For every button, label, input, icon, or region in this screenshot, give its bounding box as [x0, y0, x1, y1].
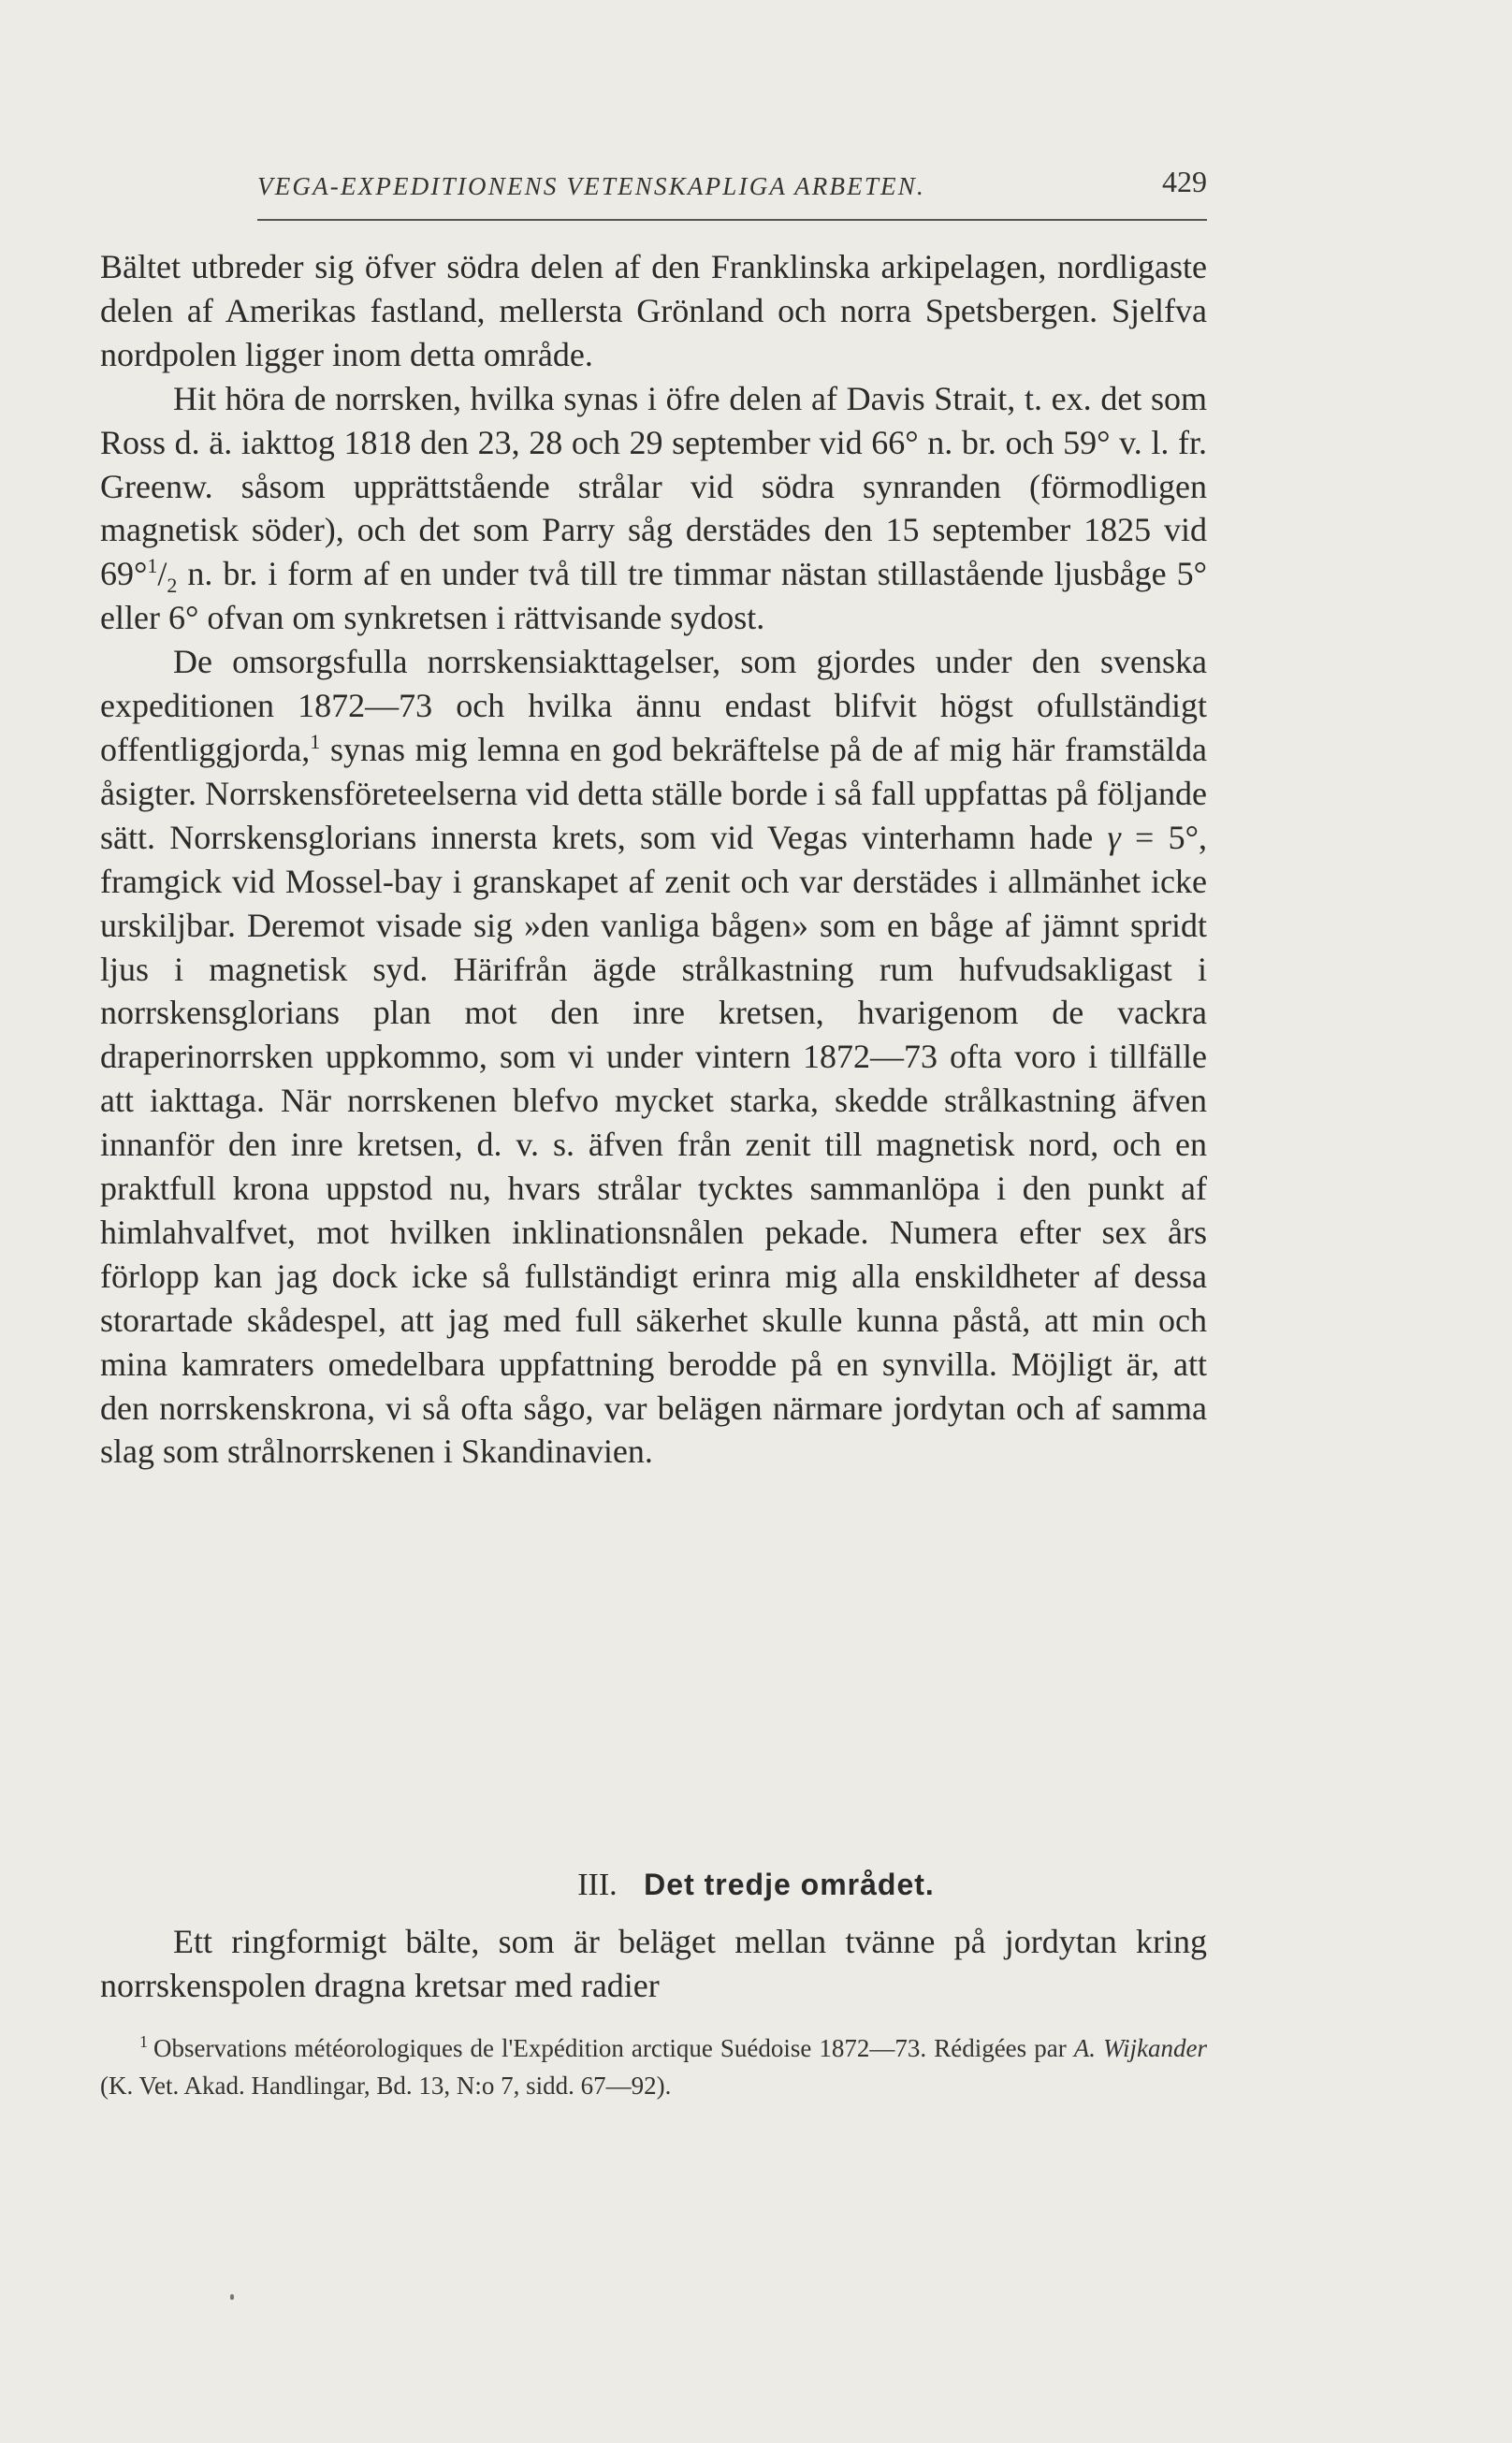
- paragraph-1-text: Bältet utbreder sig öfver södra delen af den Franklinska arkipelagen, nordligaste delen af Amerikas fastland, mellersta Grönland och norra Spetsbergen. Sjelfva nordpolen ligger inom detta område.: [100, 248, 1207, 373]
- section-heading: [0, 1868, 1512, 1903]
- paragraph-3-text-b: synas mig lemna en god bekräftelse på de af mig här framstälda åsigter. Norrskensföreteelserna vid detta ställe borde i så fall uppfattas på följande sätt. Norrskensglorians innersta krets, som vid Vegas vinterhamn hade: [100, 730, 1207, 856]
- section-title: Det tredje området.: [644, 1868, 935, 1901]
- footnote-marker: 1: [139, 2032, 148, 2051]
- page-number: 429: [1162, 165, 1207, 198]
- paragraph-2-text-a: Hit höra de norrsken, hvilka synas i öfre delen af Davis Strait, t. ex. det som Ross d. ä. iakttog 1818 den 23, 28 och 29 september vid 66° n. br. och 59° v. l. fr. Greenw. såsom upprättstående strålar vid södra synranden (förmodligen magnetisk söder), och det som Parry såg derstädes den 15 september 1825 vid 69°: [100, 379, 1207, 593]
- section-text: [100, 1920, 1207, 2008]
- footnote-editor: A. Wijkander: [1073, 2034, 1207, 2062]
- header-rule: [257, 219, 1207, 221]
- footnote: [100, 2023, 1207, 2104]
- paragraph-3-text-a: De omsorgsfulla norrskensiakttagelser, som gjordes under den svenska expeditionen 1872—73 och hvilka ännu endast blifvit högst ofullständigt offentliggjorda,: [100, 643, 1207, 768]
- paragraph-1: [100, 245, 1207, 377]
- paragraph-3: [100, 640, 1207, 1474]
- running-head: VEGA-EXPEDITIONENS VETENSKAPLIGA ARBETEN.: [257, 172, 925, 200]
- fraction-numerator: 1: [147, 554, 158, 578]
- gamma-symbol: γ: [1107, 818, 1121, 856]
- main-text: [100, 245, 1207, 1474]
- page-header: [257, 165, 1207, 215]
- paragraph-2-text-b: n. br. i form af en under två till tre timmar nästan stillastående ljusbåge 5° eller 6° ofvan om synkretsen i rättvisande sydost.: [100, 555, 1207, 637]
- footnote-reference[interactable]: 1: [310, 729, 321, 753]
- footnote-text-b: (K. Vet. Akad. Handlingar, Bd. 13, N:o 7, sidd. 67—92).: [100, 2072, 672, 2100]
- paragraph-2: Hit höra de norrsken, hvilka synas i öfre delen af Davis Strait, t. ex. det som Ross d. ä. iakttog 1818 den 23, 28 och 29 september vid 66° n. br. och 59° v. l. fr. Greenw. såsom upprättstående strålar vid södra synranden (förmodligen magnetisk söder), och det som Parry såg derstädes den 15 september 1825 vid $69^\circ^1/_2$ n. br. i form af en under två till tre timmar nästan stillastående ljusbåge 5° eller 6° ofvan om synkretsen i rättvisande sydost.: [100, 379, 1207, 637]
- fraction-denominator: 2: [167, 574, 178, 598]
- paragraph-3-text-c: = 5°, framgick vid Mossel-bay i granskapet af zenit och var derstädes i allmänhet icke urskiljbar. Deremot visade sig »den vanliga bågen» som en båge af jämnt spridt ljus i magnetisk syd. Härifrån ägde strålkastning rum hufvudsakligast i norrskensglorians plan mot den inre kretsen, hvarigenom de vackra draperinorrsken uppkommo, som vi under vintern 1872—73 ofta voro i tillfälle att iakttaga. När norrskenen blefvo mycket starka, skedde strålkastning äfven innanför den inre kretsen, d. v. s. äfven från zenit till magnetisk nord, och en praktfull krona uppstod nu, hvars strålar tycktes sammanlöpa i den punkt af himlahvalfvet, mot hvilken inklinationsnålen pekade. Numera efter sex års förlopp kan jag dock icke så fullständigt erinra mig alla enskildheter af dessa storartade skådespel, att jag med full säkerhet skulle kunna påstå, att min och mina kamraters omedelbara uppfattning berodde på en synvilla. Möjligt är, att den norrskenskrona, vi så ofta sågo, var belägen närmare jordytan och af samma slag som strålnorrskenen i Skandinavien.: [100, 818, 1207, 1471]
- paper-speck: [230, 2294, 234, 2300]
- footnote-text-a: Observations météorologiques de l'Expédition arctique Suédoise 1872—73. Rédigées par: [153, 2034, 1074, 2062]
- section-paragraph: Ett ringformigt bälte, som är beläget mellan tvänne på jordytan kring norrskenspolen dragna kretsar med radier: [100, 1923, 1207, 2004]
- section-number: III.: [577, 1868, 618, 1902]
